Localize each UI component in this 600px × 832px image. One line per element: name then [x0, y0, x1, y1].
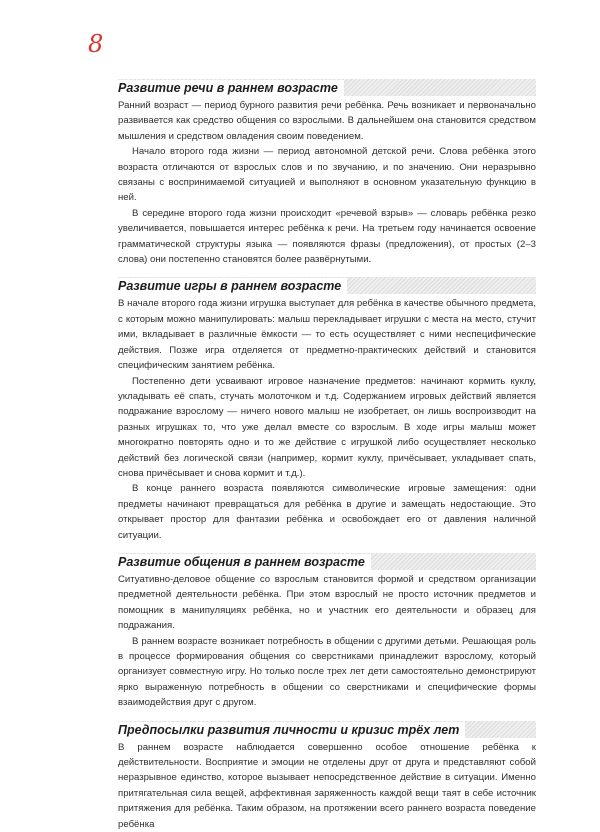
section-heading: Развитие речи в раннем возрасте	[118, 80, 344, 97]
section-play-development	[118, 277, 536, 543]
paragraph: Ситуативно-деловое общение со взрослым становится формой и средством организации предметной деятельности ребёнка. При этом взрослый не просто источник предметов и помощник в манипуляциях ребёнка, но и участник его деятельности и образец для подражания.	[118, 573, 536, 632]
paragraph: В начале второго года жизни игрушка выступает для ребёнка в качестве обычного предмета, с которым можно манипулировать: малыш перекладывает игрушки с места на место, стучит ими, вкладывает в различные ёмкости — то есть осуществляет с ними неспецифические действия. Позже игра отделяется от предметно-практических действий и становится специфическим занятием ребёнка.	[118, 298, 536, 372]
section-heading-bar	[118, 553, 536, 570]
section-speech-development	[118, 79, 536, 267]
section-heading-bar	[118, 277, 536, 294]
section-heading-bar	[118, 721, 536, 738]
paragraph: В раннем возрасте возникает потребность в общении с другими детьми. Решающая роль в процессе формирования общения со сверстниками принадлежит взрослому, который организует совместную игру. Но только после трех лет дети самостоятельно демонстрируют ярко выраженную потребность в общении со сверстниками и специфические формы взаимодействия друг с другом.	[118, 635, 536, 709]
section-communication-development	[118, 553, 536, 711]
section-heading: Развитие общения в раннем возрасте	[118, 554, 371, 571]
paragraph: Ранний возраст — период бурного развития речи ребёнка. Речь возникает и первоначально развивается как средство общения со взрослыми. В дальнейшем она становится средством мышления и средством овладения своим поведением.	[118, 100, 536, 142]
section-personality-prerequisites	[118, 721, 536, 832]
page-number: 8	[88, 30, 104, 58]
paragraph: Постепенно дети усваивают игровое назначение предметов: начинают кормить куклу, укладывать её спать, стучать молоточком и т.д. Содержанием игровых действий является подражание взрослому — ничего нового малыш не изобретает, он лишь воспроизводит на разных игрушках то, что уже делал вместе со взрослым. В ходе игры малыш может многократно повторять одно и то же действие с игрушкой либо осуществляет несколько действий без логической связи (например, кормит куклу, причёсывает, укладывает спать, снова причёсывает и снова кормит и т.д.).	[118, 375, 536, 479]
section-heading-bar	[118, 79, 536, 96]
paragraph: Начало второго года жизни — период автономной детской речи. Слова ребёнка этого возраста отличаются от взрослых слов и по звучанию, и по значению. Они неразрывно связаны с воспринимаемой ситуацией и выполняют в основном указательную функцию в ней.	[118, 146, 536, 204]
paragraph: В конце раннего возраста появляются символические игровые замещения: одни предметы начинают превращаться для ребёнка в другие и замещать недостающие. Это открывает простор для фантазии ребёнка и освобождает его от давления наличной ситуации.	[118, 483, 536, 541]
section-heading: Предпосылки развития личности и кризис трёх лет	[118, 722, 465, 739]
section-heading: Развитие игры в раннем возрасте	[118, 278, 347, 295]
paragraph: В середине второго года жизни происходит «речевой взрыв» — словарь ребёнка резко увеличивается, повышается интерес ребёнка к речи. На третьем году начинается освоение грамматической структуры языка — появляются фразы (предложения), от простых (2–3 слова) они постепенно становятся более развёрнутыми.	[118, 207, 536, 266]
paragraph: В раннем возрасте наблюдается совершенно особое отношение ребёнка к действительности. Восприятие и эмоции не отделены друг от друга и представляют собой неразрывное единство, которое вызывает непосредственное действие в ситуации. Именно притягательная сила вещей, аффективная заряженность каждой вещи таят в себе источник притяжения для ребёнка. Таким образом, на протяжении всего раннего возраста поведение ребёнка	[118, 741, 536, 830]
document-body	[118, 79, 536, 832]
